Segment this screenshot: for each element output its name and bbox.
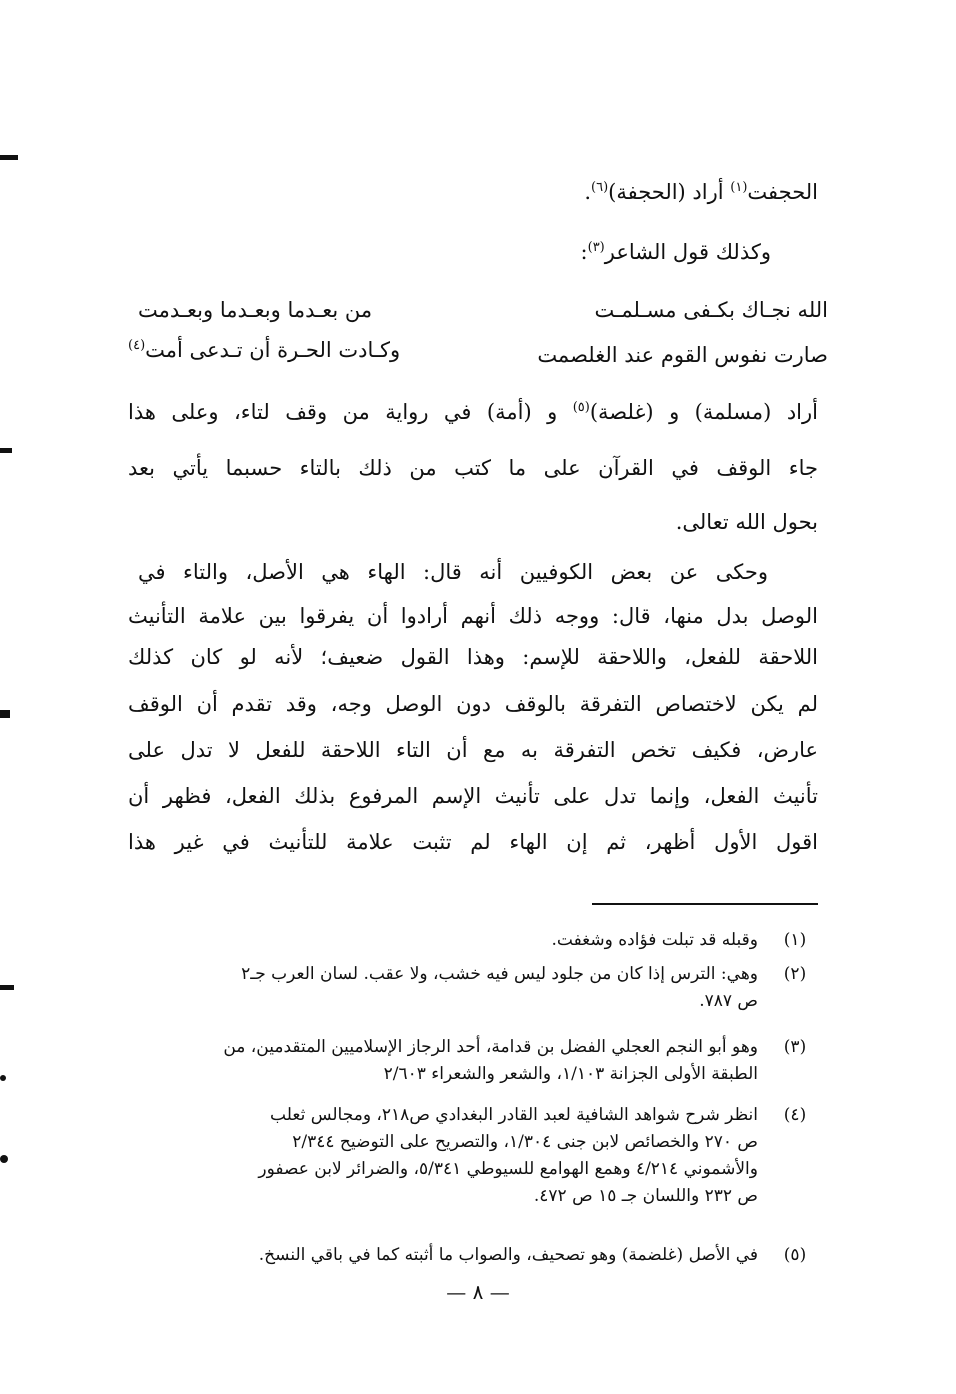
scan-mark xyxy=(0,448,12,453)
footnote-ref: (٤) xyxy=(128,338,146,353)
footnote-separator xyxy=(592,903,818,905)
text-line: أراد (مسلمة) و (غلصة)$^{(٥)}$ و (أمة) في رواية من وقف لتاء، وعلى هذا xyxy=(128,400,818,424)
text-line: وكذلك قول الشاعر$^{(٣)}$: xyxy=(580,240,771,264)
text-line: اقول الأول أظهر، ثم إن الهاء لم تثبت علامة للتأنيث في غير هذا xyxy=(128,830,818,854)
verse-hemistich: الله نجـاك بكـفى مسـلمـت xyxy=(594,298,828,322)
footnote: (٤) انظر شرح شواهد الشافية لعبد القادر البغدادي ص٢١٨، ومجالس ثعلب ص ٢٧٠ والخصائص لابن جنى ١/٣٠٤، والتصريح على التوضيح ٢/٣٤٤ والأشموني ٤/٢١٤ وهمع الهوامع للسيوطي ٥/٣٤١، والضرائر لابن عصفور ص ٢٣٢ واللسان جـ ١٥ ص ٤٧٢. xyxy=(138,1102,818,1210)
footnote-ref: (٣) xyxy=(587,240,605,255)
footnote: (٣) وهو أبو النجم العجلي الفضل بن قدامة، أحد الرجاز الإسلاميين المتقدمين، من الطبقة الأولى الجزانة ١/١٠٣، والشعر والشعراء ٢/٦٠٣ xyxy=(138,1034,818,1088)
scan-mark xyxy=(0,710,10,718)
verse-hemistich: وكـادت الحـرة أن تـدعى أمت$^{(٤)}$ xyxy=(128,338,401,362)
footnote-number: (٢) xyxy=(783,964,807,984)
text-line: الحجفت$^{(١)}$ أراد (الحجفة)$^{(٦)}$. xyxy=(584,180,818,204)
footnote-number: (١) xyxy=(783,930,807,950)
text-line: جاء الوقف في القرآن على ما كتب من ذلك بالتاء حسبما يأتي بعد xyxy=(128,456,818,480)
scan-mark xyxy=(0,155,18,160)
footnote-number: (٣) xyxy=(783,1037,807,1057)
text-line: وحكى عن بعض الكوفيين أنه قال: الهاء هي الأصل، والتاء في xyxy=(138,560,768,584)
scan-mark xyxy=(0,985,14,990)
footnote: (١) وقبله قد تبلت فؤاده وشغفت. xyxy=(138,927,818,954)
footnote-ref: (٥) xyxy=(572,400,590,415)
text-line: بحول الله تعالى. xyxy=(675,510,818,534)
footnote-ref: (٦) xyxy=(591,180,609,195)
text-line: عارض، فكيف تخص التفرقة به مع أن التاء اللاحقة للفعل لا تدل على xyxy=(128,738,818,762)
footnote: (٥) في الأصل (غلضمة) وهو تصحيف، والصواب ما أثبته كما في باقي النسخ. xyxy=(138,1242,818,1269)
verse-hemistich: من بعـدما وبعـدما وبعـدمت xyxy=(138,298,373,322)
verse-hemistich: صارت نفوس القوم عند الغلصمت xyxy=(537,343,828,367)
text-line: تأنيث الفعل، وإنما تدل على تأنيث الإسم المرفوع بذلك الفعل، فظهر أن xyxy=(128,784,818,808)
footnote-number: (٥) xyxy=(783,1245,807,1265)
footnote: (٢) وهي: الترس إذا كان من جلود ليس فيه خشب، ولا عقب. لسان العرب جـ٢ ص ٧٨٧. xyxy=(138,961,818,1015)
footnote-number: (٤) xyxy=(783,1105,807,1125)
footnote-ref: (١) xyxy=(730,180,748,195)
scan-mark xyxy=(0,1075,6,1081)
page-number: — ٨ — xyxy=(446,1280,510,1304)
scan-mark xyxy=(0,1155,8,1163)
text-line: الوصل بدل منها، قال: ووجه ذلك أنهم أرادوا أن يفرقوا بين علامة التأنيث xyxy=(128,604,818,628)
text-line: اللاحقة للفعل، واللاحقة للإسم: وهذا القول ضعيف؛ لأنه لو كان كذلك xyxy=(128,645,818,669)
text-line: لم يكن لاختصاص التفرقة بالوقف دون الوصل وجه، وقد تقدم أن الوقف xyxy=(128,692,818,716)
